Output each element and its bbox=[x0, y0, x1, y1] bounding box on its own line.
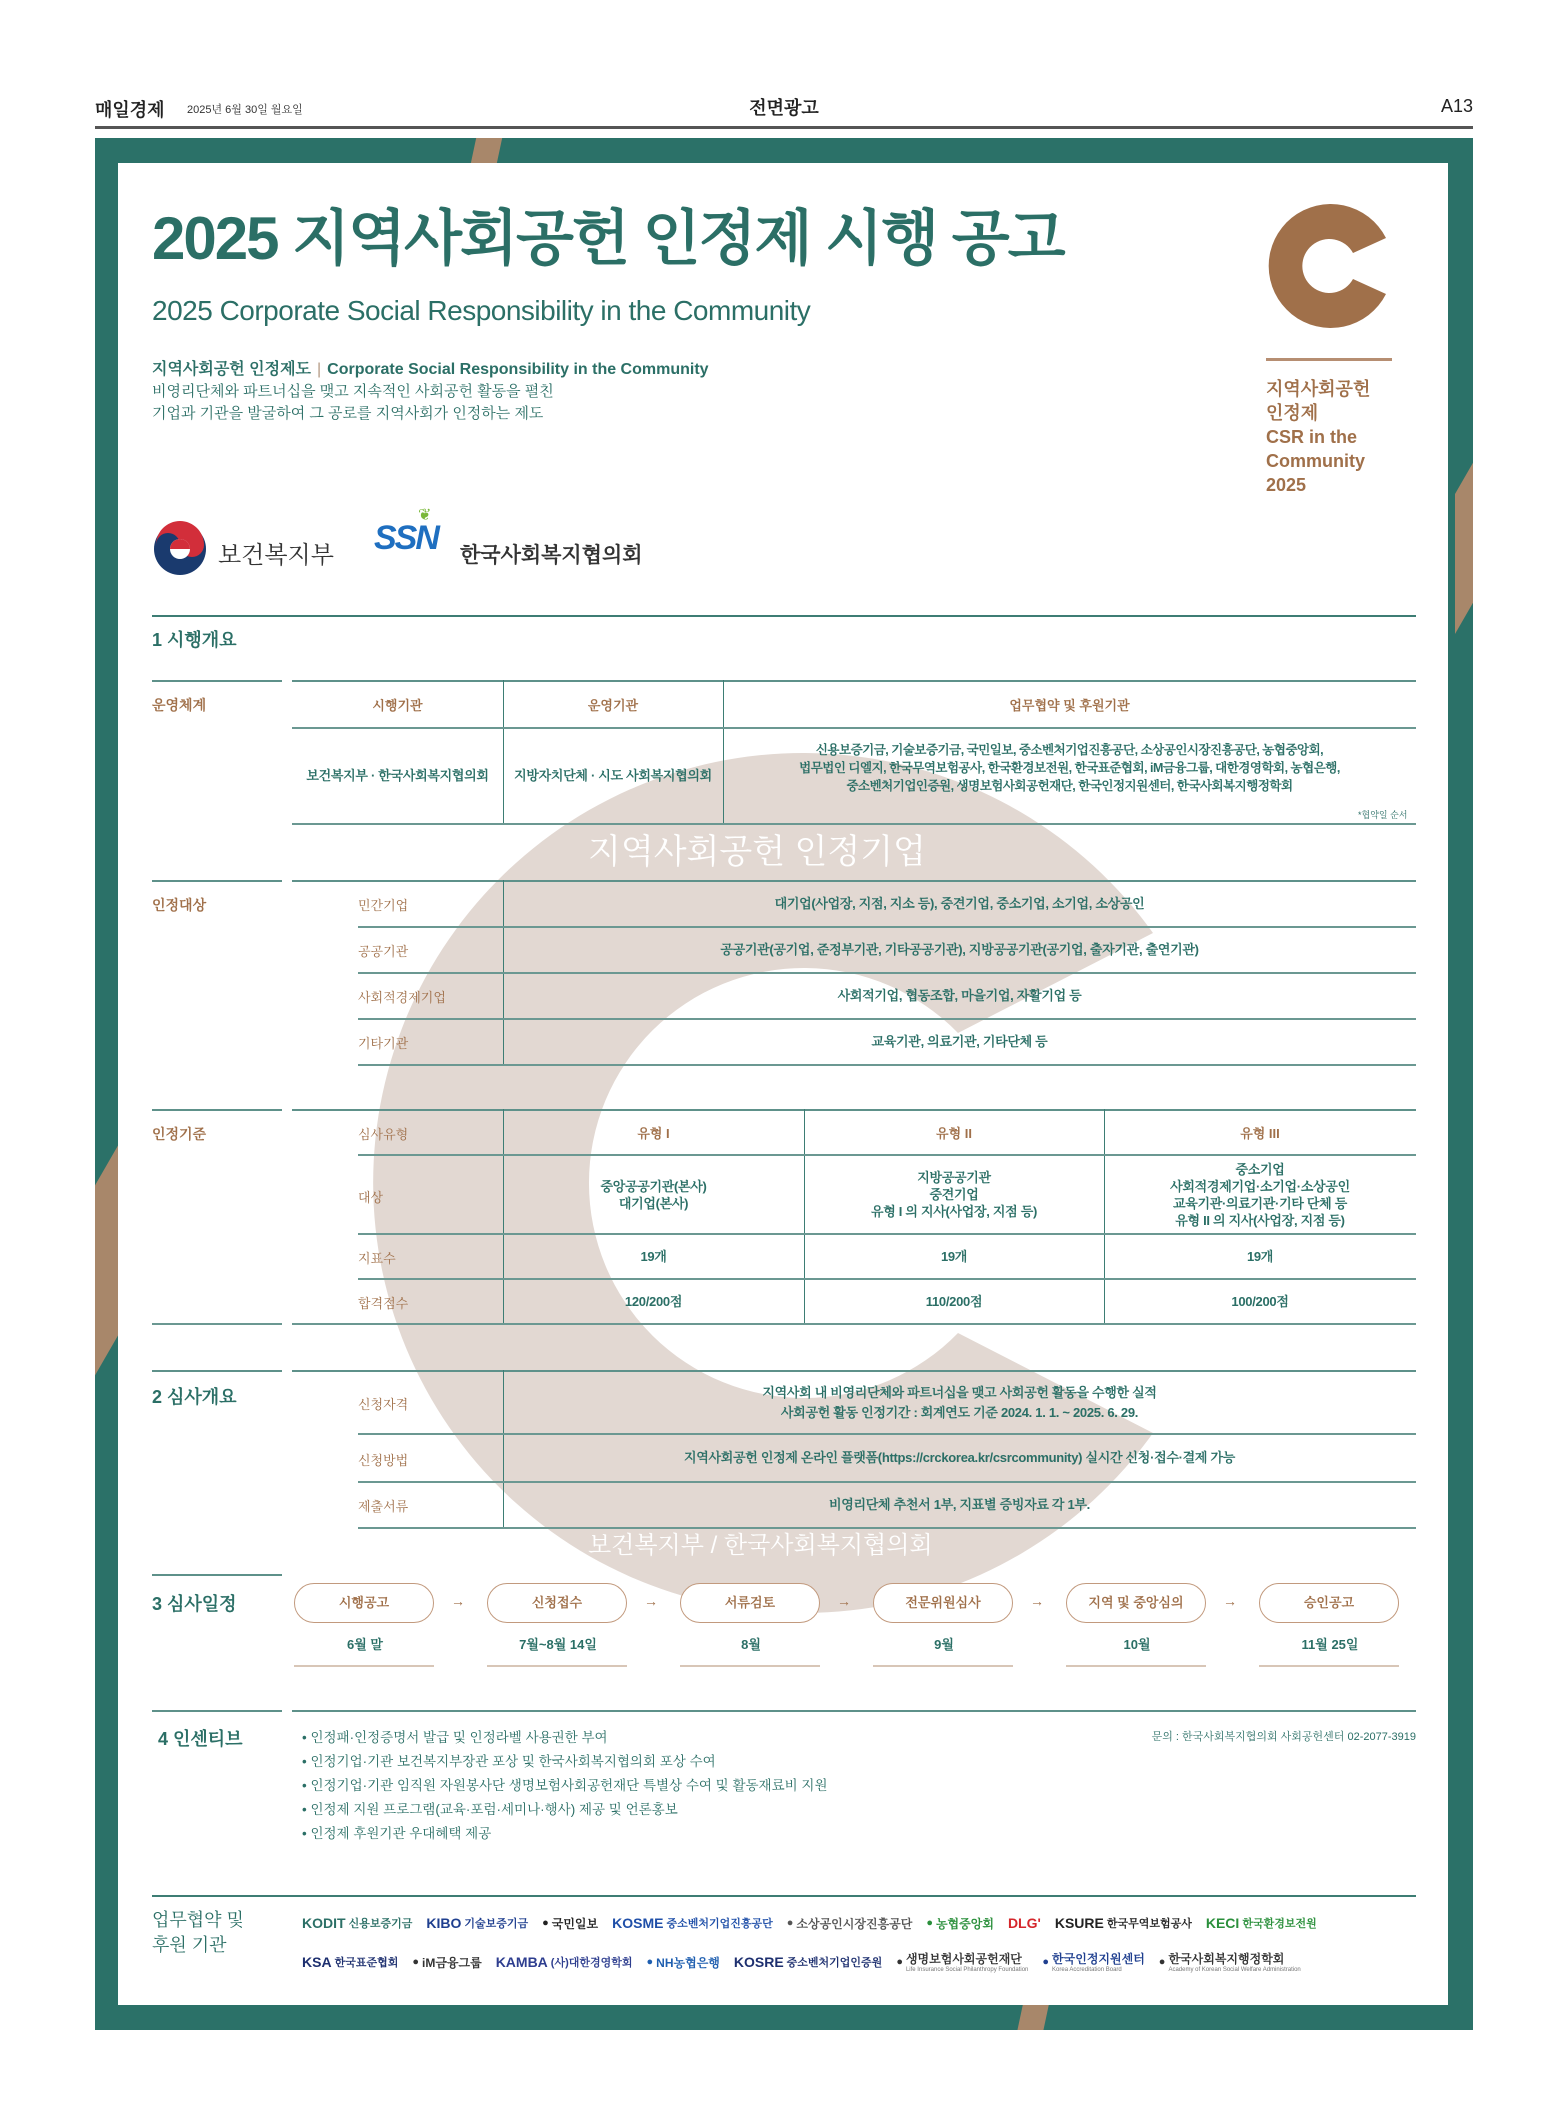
partner-logo bbox=[1159, 1950, 1301, 1974]
type-target-line: 중소기업 bbox=[1235, 1161, 1285, 1177]
implementing-value: 보건복지부 · 한국사회복지협의회 bbox=[306, 768, 489, 783]
newspaper-name: 매일경제 bbox=[95, 100, 165, 120]
badge-line: 2025 bbox=[1266, 475, 1307, 495]
partner-name: iM금융그룹 bbox=[421, 1955, 482, 1970]
badge-line: Community bbox=[1266, 451, 1365, 471]
partner-name-box bbox=[1052, 1950, 1145, 1974]
partner-name: 한국무역보험공사 bbox=[1106, 1918, 1192, 1930]
schedule-date: 6월 말 bbox=[347, 1637, 383, 1652]
schedule-underline bbox=[487, 1665, 627, 1667]
ssn-logo bbox=[374, 507, 438, 558]
type-target-line: 중앙공공기관(본사) bbox=[600, 1178, 707, 1194]
type-name: 유형 I bbox=[637, 1126, 670, 1141]
partner-logo bbox=[612, 1915, 773, 1931]
definition-title-ko: 지역사회공헌 인정제도 bbox=[152, 361, 312, 378]
newspaper-header bbox=[95, 92, 1473, 129]
badge-text bbox=[1266, 377, 1416, 497]
partner-name-box bbox=[656, 1954, 720, 1971]
partner-logo bbox=[426, 1915, 528, 1931]
type-indicators: 19개 bbox=[640, 1248, 667, 1264]
partner-name-box bbox=[551, 1954, 633, 1970]
partner-subname: Korea Accreditation Board bbox=[1052, 1967, 1122, 1973]
partner-subname: Life Insurance Social Philanthropy Foundation bbox=[905, 1967, 1029, 1973]
partner-mark: KIBO bbox=[426, 1915, 462, 1931]
schedule-step: 승인공고 bbox=[1259, 1583, 1399, 1623]
review-label: 신청자격 bbox=[358, 1397, 409, 1412]
partner-name-box bbox=[787, 1954, 883, 1970]
partner-name: NH농협은행 bbox=[656, 1955, 720, 1970]
review-line: 지역사회 내 비영리단체와 파트너십을 맺고 사회공헌 활동을 수행한 실적 bbox=[762, 1384, 1157, 1400]
partner-emblem-icon: ● bbox=[786, 1917, 794, 1929]
type-indicators: 19개 bbox=[1246, 1248, 1274, 1264]
partner-logo bbox=[496, 1954, 633, 1970]
label-rule bbox=[152, 1370, 282, 1372]
frame-stripe-right bbox=[1455, 442, 1473, 634]
partners-title bbox=[152, 1908, 292, 1958]
criteria-row-label: 합격점수 bbox=[358, 1296, 409, 1311]
arrow-right-icon: → bbox=[837, 1593, 851, 1609]
partners-line: 신용보증기금, 기술보증기금, 국민일보, 중소벤처기업진흥공단, 소상공인시장진흥공단, 농협중앙회, bbox=[815, 743, 1324, 757]
schedule-date: 7월~8월 14일 bbox=[519, 1637, 597, 1652]
partners-title-line: 업무협약 및 bbox=[152, 1910, 244, 1930]
partner-emblem-icon: ● bbox=[542, 1917, 549, 1929]
criteria-row-label: 지표수 bbox=[358, 1251, 396, 1266]
partner-emblem-icon: ● bbox=[896, 1956, 903, 1968]
review-value: 지역사회공헌 인정제 온라인 플랫폼(https://crckorea.kr/csrcommunity) 실시간 신청·접수·결제 가능 bbox=[683, 1450, 1235, 1465]
type-targets bbox=[1104, 1156, 1416, 1233]
header-operating: 운영기관 bbox=[587, 698, 639, 713]
partner-emblem-icon: ● bbox=[1158, 1956, 1166, 1968]
newspaper-date: 2025년 6월 30일 월요일 bbox=[187, 104, 303, 116]
section2-title: 2 심사개요 bbox=[152, 1387, 237, 1407]
partner-name-box bbox=[422, 1954, 482, 1971]
definition-line: 비영리단체와 파트너십을 맺고 지속적인 사회공헌 활동을 펼친 bbox=[152, 383, 554, 400]
type-targets bbox=[503, 1156, 804, 1233]
page-number: A13 bbox=[1440, 96, 1473, 116]
partner-name: 한국사회복지행정학회 bbox=[1168, 1952, 1285, 1966]
partner-name: 생명보험사회공헌재단 bbox=[905, 1952, 1022, 1966]
partner-logo bbox=[647, 1954, 720, 1971]
partner-name: (사)대한경영학회 bbox=[550, 1957, 633, 1969]
type-target-line: 유형 II 의 지사(사업장, 지점 등) bbox=[1175, 1212, 1345, 1228]
type-name: 유형 II bbox=[936, 1126, 972, 1141]
schedule-date: 11월 25일 bbox=[1301, 1637, 1359, 1652]
label-rule bbox=[152, 880, 282, 882]
partner-logo bbox=[1206, 1915, 1317, 1931]
partner-name-box bbox=[349, 1915, 413, 1931]
schedule-underline bbox=[1259, 1665, 1399, 1667]
partner-name-box bbox=[335, 1954, 399, 1970]
partner-logo bbox=[734, 1954, 882, 1970]
watermark-arc-text: 지역사회공헌 인정기업 bbox=[588, 833, 926, 871]
arrow-right-icon: → bbox=[451, 1593, 465, 1609]
incentive-item: • 인정기업·기관 보건복지부장관 포상 및 한국사회복지협의회 포상 수여 bbox=[302, 1754, 716, 1769]
partner-logos-row bbox=[302, 1947, 1422, 1977]
type-pass-score: 120/200점 bbox=[624, 1293, 683, 1309]
schedule-underline bbox=[680, 1665, 820, 1667]
schedule-date: 8월 bbox=[741, 1637, 761, 1652]
partner-mark: KSA bbox=[302, 1954, 332, 1970]
partner-emblem-icon: ● bbox=[412, 1956, 419, 1968]
partner-mark: KOSME bbox=[612, 1915, 664, 1931]
type-target-line: 지방공공기관 bbox=[917, 1170, 991, 1185]
partner-name: 중소벤처기업인증원 bbox=[786, 1957, 883, 1969]
partner-logo bbox=[1042, 1950, 1144, 1974]
row-rule bbox=[292, 1323, 1416, 1325]
review-line: 사회공헌 활동 인정기간 : 회계연도 기준 2024. 1. 1. ~ 2025. 6. 29. bbox=[780, 1404, 1139, 1420]
type-target-line: 대기업(본사) bbox=[618, 1195, 689, 1211]
partner-name-box bbox=[1168, 1950, 1300, 1974]
section-divider bbox=[152, 615, 1416, 617]
partners-line: 중소벤처기업인증원, 생명보험사회공헌재단, 한국인정지원센터, 한국사회복지행정학회 bbox=[846, 779, 1293, 793]
type-target-line: 교육기관·의료기관·기타 단체 등 bbox=[1172, 1195, 1348, 1211]
partner-logo bbox=[1055, 1915, 1192, 1931]
schedule-underline bbox=[1066, 1665, 1206, 1667]
section3-title: 3 심사일정 bbox=[152, 1594, 237, 1614]
partner-mark: DLG' bbox=[1007, 1915, 1041, 1931]
target-value: 공공기관(공기업, 준정부기관, 기타공공기관), 지방공공기관(공기업, 출자기관, 출연기관) bbox=[720, 942, 1199, 957]
partner-name: 국민일보 bbox=[551, 1916, 599, 1931]
schedule-underline bbox=[873, 1665, 1013, 1667]
target-label: 기타기관 bbox=[358, 1036, 409, 1051]
target-value: 교육기관, 의료기관, 기타단체 등 bbox=[871, 1034, 1048, 1049]
partner-name-box bbox=[552, 1915, 598, 1932]
section4-title: 4 인센티브 bbox=[158, 1729, 243, 1749]
partner-mark: KECI bbox=[1205, 1915, 1240, 1931]
partner-mark: KSURE bbox=[1054, 1915, 1104, 1931]
partner-name: 중소벤처기업진흥공단 bbox=[666, 1918, 773, 1930]
incentive-item: • 인정패·인정증명서 발급 및 인정라벨 사용권한 부여 bbox=[302, 1730, 608, 1745]
partner-name: 농협중앙회 bbox=[935, 1916, 994, 1931]
type-target-line: 중견기업 bbox=[929, 1187, 979, 1202]
arrow-right-icon: → bbox=[1030, 1593, 1044, 1609]
target-value: 대기업(사업장, 지점, 지소 등), 중견기업, 중소기업, 소기업, 소상공인 bbox=[774, 896, 1145, 911]
partner-logo bbox=[896, 1950, 1028, 1974]
partner-emblem-icon: ● bbox=[1042, 1956, 1050, 1968]
ad-subtitle: 2025 Corporate Social Responsibility in the Community bbox=[152, 295, 811, 326]
partner-name-box bbox=[1242, 1915, 1316, 1931]
partners-line: 법무법인 디엘지, 한국무역보험공사, 한국환경보전원, 한국표준협회, iM금융그룹, 대한경영학회, 농협은행, bbox=[799, 761, 1340, 775]
ssn-name: 한국사회복지협의회 bbox=[460, 544, 643, 567]
type-target-line: 사회적경제기업·소기업·소상공인 bbox=[1170, 1178, 1350, 1194]
partner-name: 한국환경보전원 bbox=[1242, 1918, 1317, 1930]
badge-line: CSR in the bbox=[1266, 427, 1358, 447]
partner-name: 한국표준협회 bbox=[334, 1957, 399, 1969]
partner-name: 기술보증기금 bbox=[464, 1918, 529, 1930]
definition-separator: | bbox=[317, 361, 322, 378]
header-implementing: 시행기관 bbox=[372, 698, 423, 713]
badge-line: 인정제 bbox=[1266, 403, 1319, 423]
c-logo-icon bbox=[1265, 203, 1391, 329]
row-rule bbox=[152, 1323, 282, 1325]
schedule-date: 9월 bbox=[934, 1637, 954, 1652]
partner-logo bbox=[412, 1954, 481, 1971]
review-value: 비영리단체 추천서 1부, 지표별 증빙자료 각 1부. bbox=[829, 1497, 1090, 1512]
table-rule bbox=[292, 1710, 1416, 1712]
ad-title: 2025 지역사회공헌 인정제 시행 공고 bbox=[152, 205, 1064, 272]
definition-title-en: Corporate Social Responsibility in the Community bbox=[327, 361, 709, 378]
watermark-bottom-text: 보건복지부 / 한국사회복지협의회 bbox=[588, 1532, 933, 1559]
leaf-icon: ❦ bbox=[418, 507, 430, 524]
agreement-note: *협약일 순서 bbox=[1358, 810, 1408, 820]
partner-name-box bbox=[906, 1950, 1028, 1974]
partner-subname: Academy of Korean Social Welfare Administration bbox=[1168, 1967, 1301, 1973]
label-rule bbox=[152, 1109, 282, 1111]
partner-name-box bbox=[796, 1915, 912, 1932]
watermark-arc-sub: CSR in the Community 2024 bbox=[678, 1072, 881, 1089]
partner-name-box bbox=[936, 1915, 994, 1932]
partner-logo bbox=[302, 1954, 398, 1970]
type-name: 유형 III bbox=[1240, 1126, 1280, 1141]
ssn-mark: SSN bbox=[374, 519, 438, 557]
criteria-row-label: 대상 bbox=[358, 1190, 384, 1205]
type-indicators: 19개 bbox=[940, 1248, 968, 1264]
mohw-name: 보건복지부 bbox=[218, 542, 334, 569]
label-rule bbox=[152, 1710, 282, 1712]
partner-logo bbox=[1008, 1915, 1041, 1931]
criteria-label: 인정기준 bbox=[152, 1126, 207, 1142]
row-rule bbox=[292, 823, 1416, 825]
partner-logo bbox=[302, 1915, 412, 1931]
type-targets bbox=[804, 1156, 1104, 1233]
section-divider bbox=[152, 1895, 1416, 1897]
schedule-underline bbox=[294, 1665, 434, 1667]
type-target-line: 유형 I 의 지사(사업장, 지점 등) bbox=[870, 1204, 1038, 1219]
partner-name-box bbox=[1107, 1915, 1192, 1931]
partner-name: 한국인정지원센터 bbox=[1052, 1952, 1145, 1966]
newspaper-section: 전면광고 bbox=[749, 98, 819, 118]
targets-label: 인정대상 bbox=[152, 897, 207, 913]
partner-name: 소상공인시장진흥공단 bbox=[796, 1916, 913, 1931]
label-rule bbox=[152, 1574, 282, 1576]
partner-logo bbox=[787, 1915, 913, 1932]
criteria-row-label: 심사유형 bbox=[358, 1127, 409, 1142]
schedule-step: 신청접수 bbox=[487, 1583, 627, 1623]
section1-title: 1 시행개요 bbox=[152, 630, 237, 650]
badge-divider bbox=[1266, 358, 1392, 361]
review-value bbox=[503, 1372, 1416, 1433]
ad-heading-block bbox=[152, 201, 1212, 425]
incentive-list bbox=[302, 1726, 1082, 1846]
ad-panel bbox=[118, 163, 1448, 2005]
partner-emblem-icon: ● bbox=[926, 1917, 933, 1929]
contact-info: 문의 : 한국사회복지협의회 사회공헌센터 02-2077-3919 bbox=[1151, 1731, 1416, 1743]
arrow-right-icon: → bbox=[1223, 1593, 1237, 1609]
definition-line: 기업과 기관을 발굴하여 그 공로를 지역사회가 인정하는 제도 bbox=[152, 405, 544, 422]
incentive-item: • 인정제 후원기관 우대혜택 제공 bbox=[302, 1826, 492, 1841]
partner-emblem-icon: ● bbox=[646, 1956, 654, 1968]
label-rule bbox=[152, 680, 282, 682]
schedule-step: 서류검토 bbox=[680, 1583, 820, 1623]
partner-name-box bbox=[464, 1915, 528, 1931]
partner-mark: KOSRE bbox=[733, 1954, 784, 1970]
review-label: 신청방법 bbox=[358, 1453, 409, 1468]
type-pass-score: 100/200점 bbox=[1231, 1293, 1289, 1309]
partner-logo bbox=[926, 1915, 994, 1932]
target-value: 사회적기업, 협동조합, 마을기업, 자활기업 등 bbox=[837, 988, 1082, 1003]
partner-name-box bbox=[666, 1915, 772, 1931]
definition-heading bbox=[152, 359, 1212, 381]
partner-mark: KODIT bbox=[302, 1915, 346, 1931]
schedule-step: 시행공고 bbox=[294, 1583, 434, 1623]
operation-label: 운영체계 bbox=[152, 697, 207, 713]
schedule-date: 10월 bbox=[1123, 1637, 1151, 1652]
incentive-item: • 인정기업·기관 임직원 자원봉사단 생명보험사회공헌재단 특별상 수여 및 활동재료비 지원 bbox=[302, 1778, 828, 1793]
partners-value bbox=[723, 729, 1416, 807]
badge-line: 지역사회공헌 bbox=[1266, 379, 1371, 399]
mohw-emblem-icon bbox=[152, 521, 208, 577]
type-pass-score: 110/200점 bbox=[925, 1293, 983, 1309]
header-partners: 업무협약 및 후원기관 bbox=[1009, 698, 1130, 713]
review-label: 제출서류 bbox=[358, 1499, 409, 1514]
target-label: 민간기업 bbox=[358, 898, 409, 913]
row-rule bbox=[358, 1527, 1416, 1529]
target-label: 사회적경제기업 bbox=[358, 990, 446, 1005]
schedule-step: 전문위원심사 bbox=[873, 1583, 1013, 1623]
row-rule bbox=[358, 1064, 1416, 1066]
partner-mark: KAMBA bbox=[495, 1954, 548, 1970]
arrow-right-icon: → bbox=[644, 1593, 658, 1609]
incentive-item: • 인정제 지원 프로그램(교육·포럼·세미나·행사) 제공 및 언론홍보 bbox=[302, 1802, 678, 1817]
schedule-step: 지역 및 중앙심의 bbox=[1066, 1583, 1206, 1623]
partner-logos-row bbox=[302, 1909, 1422, 1937]
operating-value: 지방자치단체 · 시도 사회복지협의회 bbox=[514, 768, 712, 783]
partners-title-line: 후원 기관 bbox=[152, 1935, 227, 1955]
target-label: 공공기관 bbox=[358, 944, 409, 959]
partner-logo bbox=[542, 1915, 598, 1932]
partner-name: 신용보증기금 bbox=[348, 1918, 413, 1930]
